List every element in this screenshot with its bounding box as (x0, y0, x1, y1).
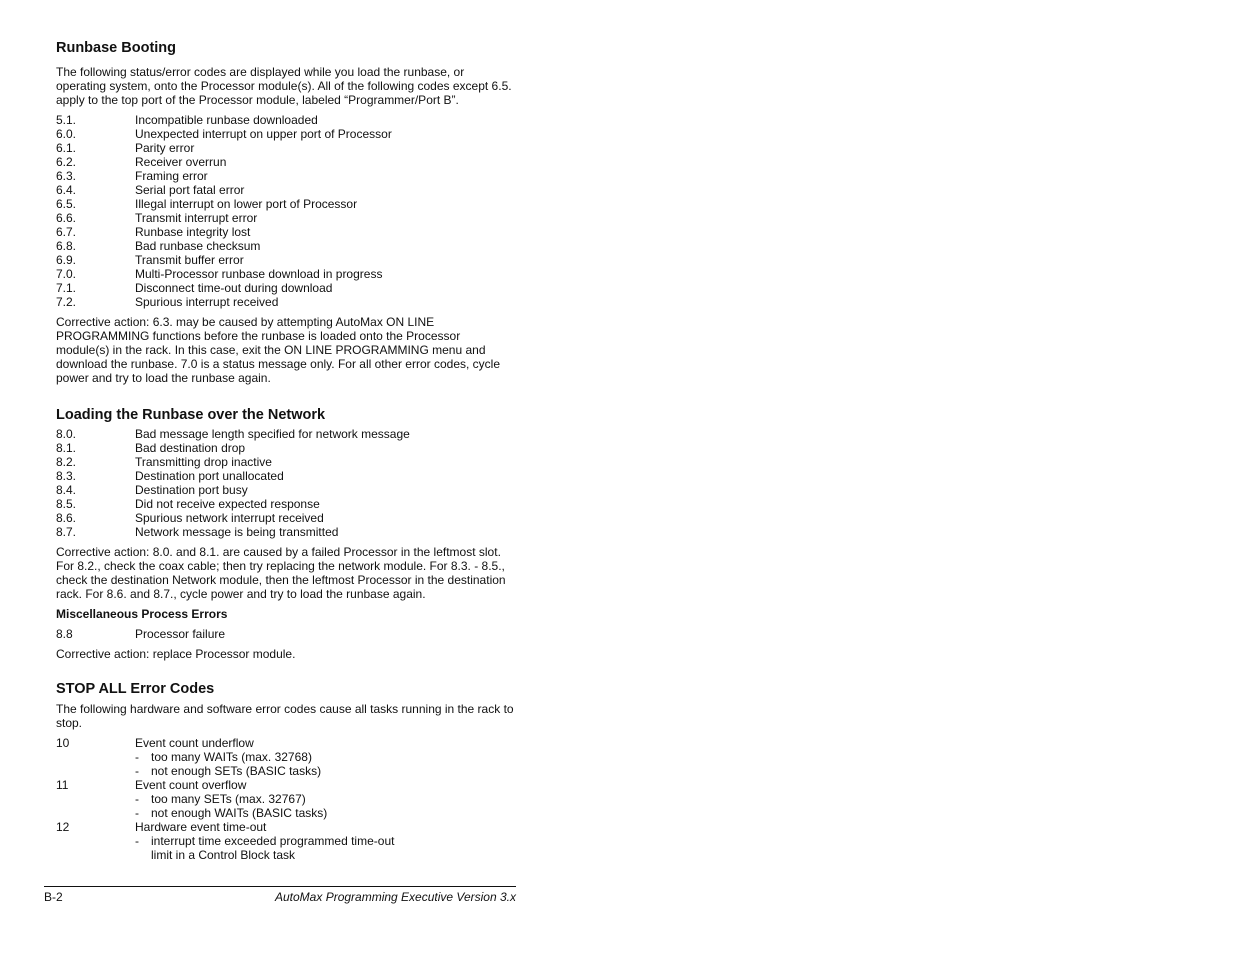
sub-item-text: too many SETs (max. 32767) (151, 792, 306, 806)
error-description: Processor failure (135, 627, 226, 641)
code-row (56, 169, 516, 183)
error-code: 8.7. (56, 525, 77, 539)
dash-bullet: - (135, 792, 139, 806)
error-code: 6.1. (56, 141, 77, 155)
error-description: Event count underflow (135, 736, 254, 750)
error-code: 6.0. (56, 127, 77, 141)
dash-bullet: - (135, 806, 139, 820)
code-list (56, 736, 516, 862)
error-description: Bad runbase checksum (135, 239, 261, 253)
code-row (56, 155, 516, 169)
code-row (56, 455, 516, 469)
section-misc-process-errors (56, 607, 516, 661)
error-code: 6.3. (56, 169, 77, 183)
corrective-action: Corrective action: replace Processor module. (56, 647, 296, 661)
sub-item (56, 806, 516, 820)
error-description: Unexpected interrupt on upper port of Processor (135, 127, 392, 141)
code-list (56, 113, 516, 309)
corrective-action: Corrective action: 8.0. and 8.1. are caused by a failed Processor in the leftmost slot. For 8.2., check the coax cable; then try replacing the network module. For 8.3. - 8.5., check the destination Network module, then the leftmost Processor in the destination rack. For 8.6. and 8.7., cycle power and try to load the runbase again. (56, 545, 506, 601)
error-description: Multi-Processor runbase download in progress (135, 267, 383, 281)
sub-item-text: not enough WAITs (BASIC tasks) (151, 806, 328, 820)
code-row (56, 525, 516, 539)
error-description: Did not receive expected response (135, 497, 320, 511)
error-code: 12 (56, 820, 70, 834)
code-row (56, 113, 516, 127)
error-description: Illegal interrupt on lower port of Processor (135, 197, 358, 211)
section-title: Loading the Runbase over the Network (56, 407, 326, 423)
error-code: 6.6. (56, 211, 77, 225)
code-row (56, 441, 516, 455)
error-description: Incompatible runbase downloaded (135, 113, 318, 127)
error-code: 8.2. (56, 455, 77, 469)
code-row (56, 497, 516, 511)
section-stop-all (56, 679, 516, 862)
dash-bullet: - (135, 834, 139, 848)
error-code: 8.4. (56, 483, 77, 497)
subsection-title: Miscellaneous Process Errors (56, 607, 228, 621)
dash-bullet: - (135, 750, 139, 764)
sub-item (56, 792, 516, 806)
dash-bullet: - (135, 764, 139, 778)
error-description: Transmitting drop inactive (135, 455, 272, 469)
code-row (56, 483, 516, 497)
code-row (56, 778, 516, 792)
code-list (56, 427, 516, 539)
error-code: 8.8 (56, 627, 73, 641)
code-row (56, 427, 516, 441)
code-row (56, 253, 516, 267)
code-row (56, 469, 516, 483)
error-description: Serial port fatal error (135, 183, 245, 197)
error-code: 6.7. (56, 225, 77, 239)
code-row (56, 239, 516, 253)
sub-item (56, 834, 516, 848)
error-code: 8.6. (56, 511, 77, 525)
document-title: AutoMax Programming Executive Version 3.x (275, 890, 516, 904)
error-description: Disconnect time-out during download (135, 281, 333, 295)
error-code: 6.5. (56, 197, 77, 211)
code-row (56, 627, 516, 641)
corrective-action: Corrective action: 6.3. may be caused by attempting AutoMax ON LINE PROGRAMMING functions before the runbase is loaded onto the Processor module(s) in the rack. In this case, exit the ON LINE PROGRAMMING menu and download the runbase. 7.0 is a status message only. For all other error codes, cycle power and try to load the runbase again. (56, 315, 501, 385)
code-row (56, 197, 516, 211)
error-description: Bad message length specified for network message (135, 427, 410, 441)
section-title: STOP ALL Error Codes (56, 681, 215, 697)
sub-item (56, 750, 516, 764)
error-code: 6.9. (56, 253, 77, 267)
error-code: 7.1. (56, 281, 77, 295)
error-code: 8.5. (56, 497, 77, 511)
error-description: Hardware event time-out (135, 820, 267, 834)
error-code: 7.2. (56, 295, 77, 309)
section-title: Runbase Booting (56, 40, 177, 56)
error-code: 6.2. (56, 155, 77, 169)
sub-item-text: limit in a Control Block task (151, 848, 296, 862)
error-code: 8.3. (56, 469, 77, 483)
code-row (56, 511, 516, 525)
error-code: 10 (56, 736, 70, 750)
error-code: 6.8. (56, 239, 77, 253)
code-row (56, 127, 516, 141)
error-description: Destination port unallocated (135, 469, 284, 483)
section-runbase-booting (56, 38, 516, 385)
code-list (56, 627, 516, 641)
section-network (56, 405, 516, 601)
error-description: Transmit buffer error (135, 253, 244, 267)
error-code: 8.1. (56, 441, 77, 455)
error-description: Network message is being transmitted (135, 525, 339, 539)
sub-item-text: not enough SETs (BASIC tasks) (151, 764, 322, 778)
code-row (56, 820, 516, 834)
error-code: 5.1. (56, 113, 77, 127)
sub-item-text: interrupt time exceeded programmed time-out (151, 834, 395, 848)
code-row (56, 281, 516, 295)
error-description: Destination port busy (135, 483, 248, 497)
error-description: Transmit interrupt error (135, 211, 258, 225)
code-row (56, 295, 516, 309)
error-code: 8.0. (56, 427, 77, 441)
intro-paragraph: The following hardware and software error codes cause all tasks running in the rack to stop. (56, 702, 514, 730)
code-row (56, 141, 516, 155)
error-code: 11 (56, 778, 69, 792)
error-description: Spurious interrupt received (135, 295, 279, 309)
error-description: Runbase integrity lost (135, 225, 251, 239)
intro-paragraph: The following status/error codes are displayed while you load the runbase, or operating system, onto the Processor module(s). All of the following codes except 6.5. apply to the top port of the Processor module, labeled “Programmer/Port B”. (56, 65, 512, 107)
page-number: B-2 (44, 890, 63, 904)
document-page (56, 38, 516, 862)
error-description: Receiver overrun (135, 155, 227, 169)
sub-item (56, 848, 516, 862)
error-code: 7.0. (56, 267, 77, 281)
code-row (56, 211, 516, 225)
sub-item (56, 764, 516, 778)
dash-spacer (135, 848, 151, 862)
error-description: Framing error (135, 169, 208, 183)
code-row (56, 736, 516, 750)
code-row (56, 225, 516, 239)
code-row (56, 267, 516, 281)
code-row (56, 183, 516, 197)
error-description: Spurious network interrupt received (135, 511, 324, 525)
page-footer (44, 886, 516, 904)
sub-item-text: too many WAITs (max. 32768) (151, 750, 312, 764)
error-description: Bad destination drop (135, 441, 246, 455)
error-description: Parity error (135, 141, 195, 155)
error-description: Event count overflow (135, 778, 247, 792)
error-code: 6.4. (56, 183, 77, 197)
